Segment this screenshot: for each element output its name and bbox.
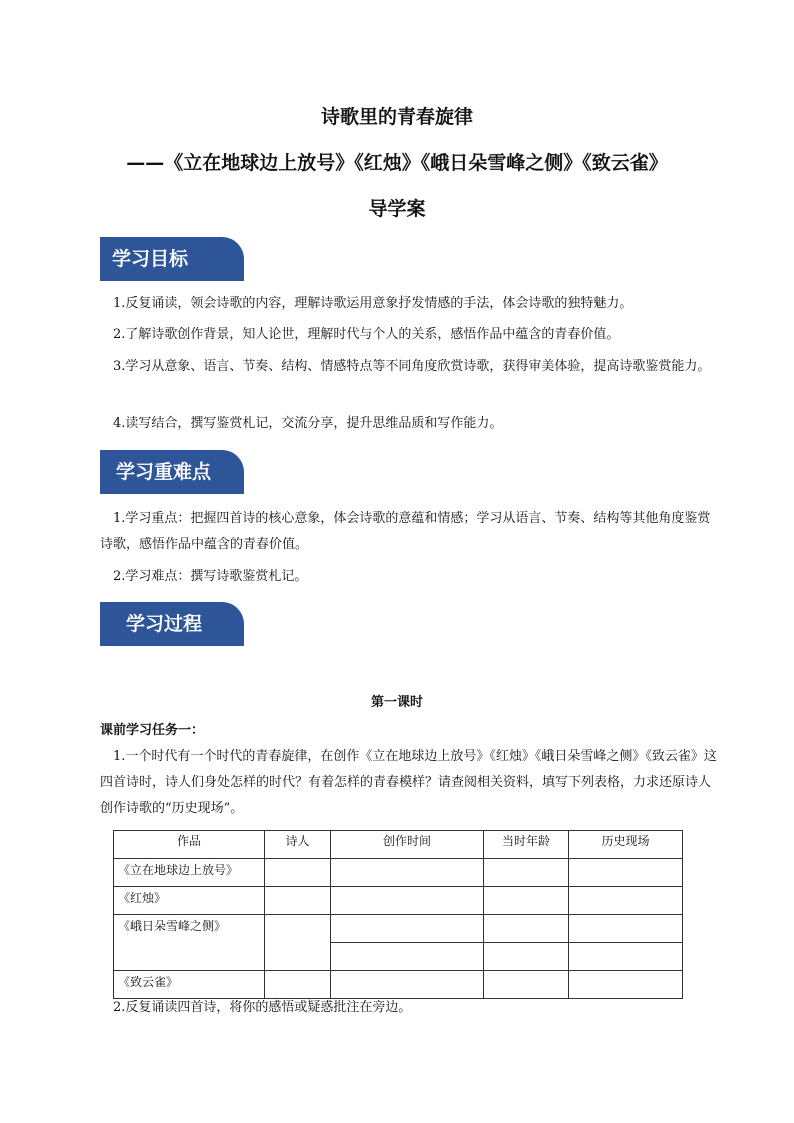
doc-type: 导学案 — [368, 198, 426, 220]
table-cell[interactable] — [484, 943, 569, 971]
table-cell-work: 《红烛》 — [114, 887, 265, 915]
table-row — [114, 887, 683, 915]
table-cell[interactable] — [331, 915, 484, 943]
doc-subtitle: ——《立在地球边上放号》《红烛》《峨日朵雪峰之侧》《致云雀》 — [126, 152, 668, 174]
goal-item: 4.读写结合，撰写鉴赏札记，交流分享，提升思维品质和写作能力。 — [113, 416, 503, 431]
section-banner-process: 学习过程 — [100, 602, 244, 646]
history-table — [113, 830, 683, 999]
table-cell[interactable] — [331, 887, 484, 915]
table-cell[interactable] — [569, 887, 683, 915]
doc-title: 诗歌里的青春旋律 — [320, 106, 473, 128]
goal-item: 1.反复诵读，领会诗歌的内容，理解诗歌运用意象抒发情感的手法，体会诗歌的独特魅力。 — [113, 296, 633, 311]
table-cell[interactable] — [569, 943, 683, 971]
table-header: 当时年龄 — [484, 831, 569, 859]
table-cell[interactable] — [265, 915, 331, 971]
table-cell[interactable] — [569, 859, 683, 887]
table-cell[interactable] — [265, 887, 331, 915]
table-cell[interactable] — [569, 915, 683, 943]
table-cell[interactable] — [484, 859, 569, 887]
table-cell-work: 《峨日朵雪峰之侧》 — [114, 915, 265, 971]
goal-item: 2.了解诗歌创作背景，知人论世，理解时代与个人的关系，感悟作品中蕴含的青春价值。 — [113, 327, 620, 342]
key-point-item: 2.学习难点：撰写诗歌鉴赏札记。 — [113, 569, 308, 584]
table-cell-work: 《立在地球边上放号》 — [114, 859, 265, 887]
table-cell[interactable] — [484, 887, 569, 915]
table-cell[interactable] — [265, 859, 331, 887]
section-banner-key-points: 学习重难点 — [100, 450, 244, 494]
section-banner-goals: 学习目标 — [100, 237, 244, 281]
table-header: 创作时间 — [331, 831, 484, 859]
table-header-row — [114, 831, 683, 859]
question-1: 1.一个时代有一个时代的青春旋律，在创作《立在地球边上放号》《红烛》《峨日朵雪峰之侧》《致云雀》这四首诗时，诗人们身处怎样的时代？有着怎样的青春模样？请查阅相关资料，填写下列表格，力求还原诗人创作诗歌的“历史现场”。 — [100, 749, 717, 816]
goal-item: 3.学习从意象、语言、节奏、结构、情感特点等不同角度欣赏诗歌，获得审美体验，提高诗歌鉴赏能力。 — [113, 359, 711, 374]
table-row — [114, 915, 683, 943]
lesson-heading: 第一课时 — [370, 695, 423, 710]
table-cell[interactable] — [331, 943, 484, 971]
question-2: 2.反复诵读四首诗，将你的感悟或疑惑批注在旁边。 — [113, 1000, 412, 1015]
table-header: 作品 — [114, 831, 265, 859]
key-point-item: 1.学习重点：把握四首诗的核心意象，体会诗歌的意蕴和情感；学习从语言、节奏、结构等其他角度鉴赏诗歌，感悟作品中蕴含的青春价值。 — [100, 511, 711, 552]
table-header: 历史现场 — [569, 831, 683, 859]
table-cell[interactable] — [331, 859, 484, 887]
table-cell-work: 《致云雀》 — [114, 971, 265, 999]
table-cell[interactable] — [484, 915, 569, 943]
task-heading: 课前学习任务一： — [100, 723, 205, 738]
table-header: 诗人 — [265, 831, 331, 859]
table-row — [114, 859, 683, 887]
